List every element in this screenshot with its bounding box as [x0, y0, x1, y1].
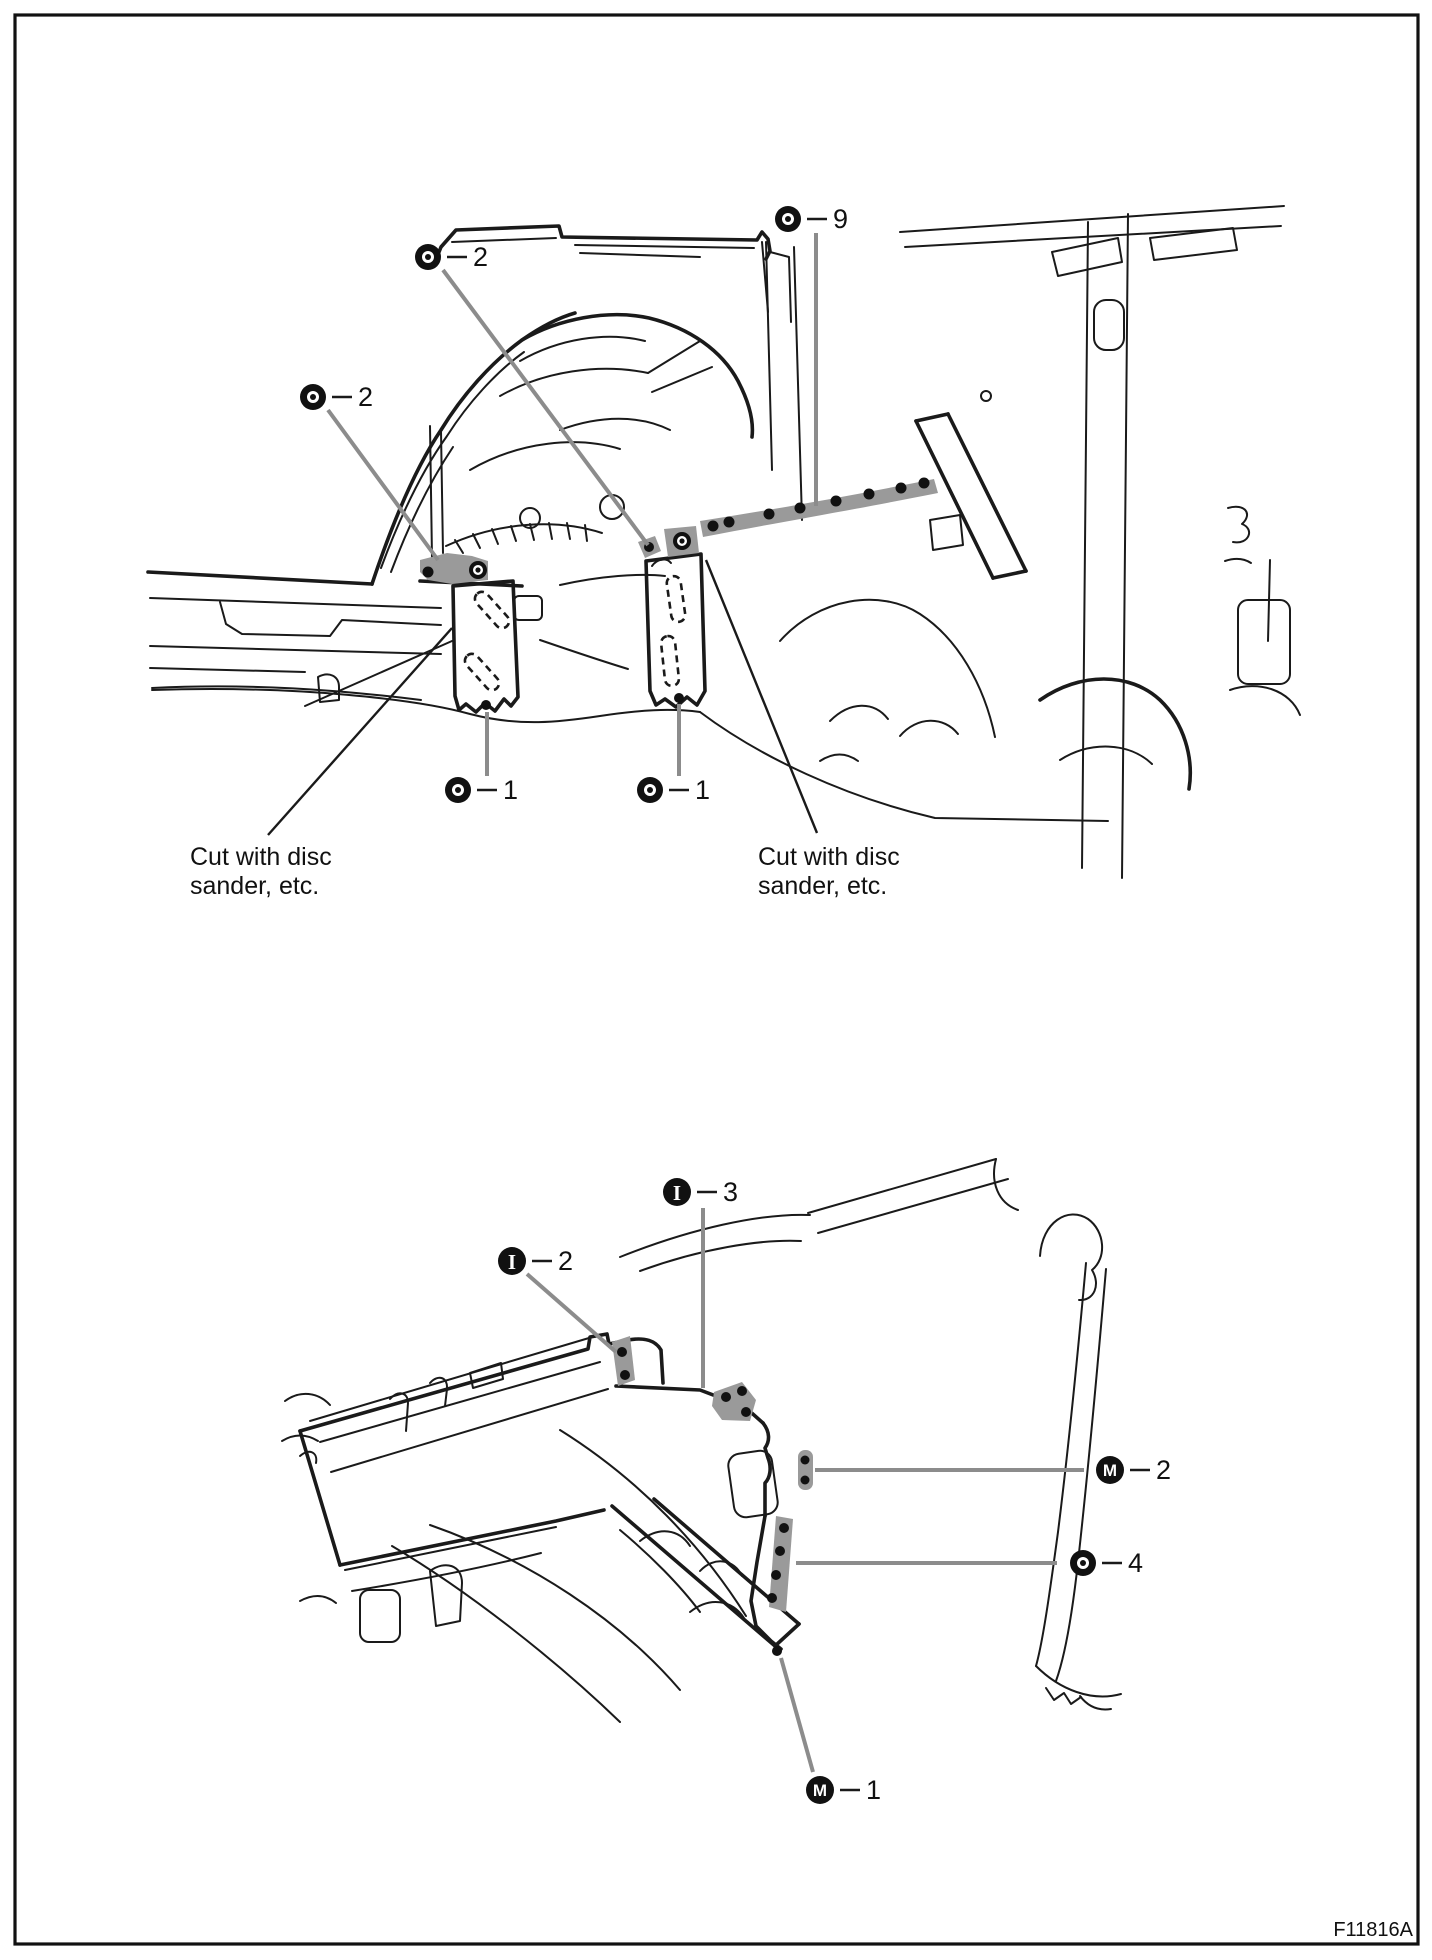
- figure-bottom-weld-highlights: [612, 1336, 813, 1656]
- figure-top-leader-lines: [268, 233, 817, 835]
- spot-weld-icon: [300, 384, 326, 410]
- figure-bottom: [282, 1159, 1171, 1805]
- panel-I-symbol-icon: [498, 1247, 526, 1275]
- weld-point-number: 9: [833, 204, 849, 234]
- figure-top-weld-highlights: [420, 478, 938, 711]
- weld-point-number: 1: [866, 1775, 882, 1805]
- symbol-letter: M: [812, 1781, 828, 1800]
- label-bottom-4: [1070, 1548, 1143, 1578]
- label-bottom-I3: [663, 1177, 738, 1207]
- weld-dot-icons: [423, 478, 930, 711]
- ring-weld-dot-icon: [469, 561, 487, 579]
- weld-point-number: 3: [723, 1177, 739, 1207]
- panel-M-symbol-icon: [1096, 1456, 1124, 1484]
- spot-weld-icon: [445, 777, 471, 803]
- symbol-letter: I: [672, 1181, 682, 1205]
- spot-weld-icon: [637, 777, 663, 803]
- cut-note-line: sander, etc.: [758, 872, 888, 900]
- weld-point-number: 2: [558, 1246, 574, 1276]
- weld-point-number: 1: [695, 775, 711, 805]
- cut-note-2: [758, 843, 900, 900]
- page-border: [15, 15, 1418, 1944]
- label-bottom-M1: [806, 1775, 881, 1805]
- spot-weld-icon: [1070, 1550, 1096, 1576]
- label-top-2b: [300, 382, 373, 412]
- label-bottom-I2: [498, 1246, 573, 1276]
- weld-point-number: 2: [1156, 1455, 1172, 1485]
- spot-weld-icon: [775, 206, 801, 232]
- label-top-9: [775, 204, 848, 234]
- symbol-letter: M: [1102, 1461, 1118, 1480]
- label-top-2a: [415, 242, 488, 272]
- panel-M-symbol-icon: [806, 1776, 834, 1804]
- weld-point-number: 1: [503, 775, 519, 805]
- ring-weld-dot-icon: [673, 532, 691, 550]
- spot-weld-icon: [415, 244, 441, 270]
- label-top-1b: [637, 775, 710, 805]
- symbol-letter: I: [507, 1250, 517, 1274]
- label-bottom-M2: [1096, 1455, 1171, 1485]
- cut-note-line: Cut with disc: [190, 843, 332, 871]
- panel-I-symbol-icon: [663, 1178, 691, 1206]
- cut-note-1: [190, 843, 332, 900]
- label-top-1a: [445, 775, 518, 805]
- cut-note-line: Cut with disc: [758, 843, 900, 871]
- figure-code: F11816A: [1333, 1919, 1413, 1941]
- weld-point-number: 2: [358, 382, 374, 412]
- weld-point-number: 2: [473, 242, 489, 272]
- figure-top: [148, 204, 1300, 900]
- cut-note-line: sander, etc.: [190, 872, 320, 900]
- weld-point-number: 4: [1128, 1548, 1144, 1578]
